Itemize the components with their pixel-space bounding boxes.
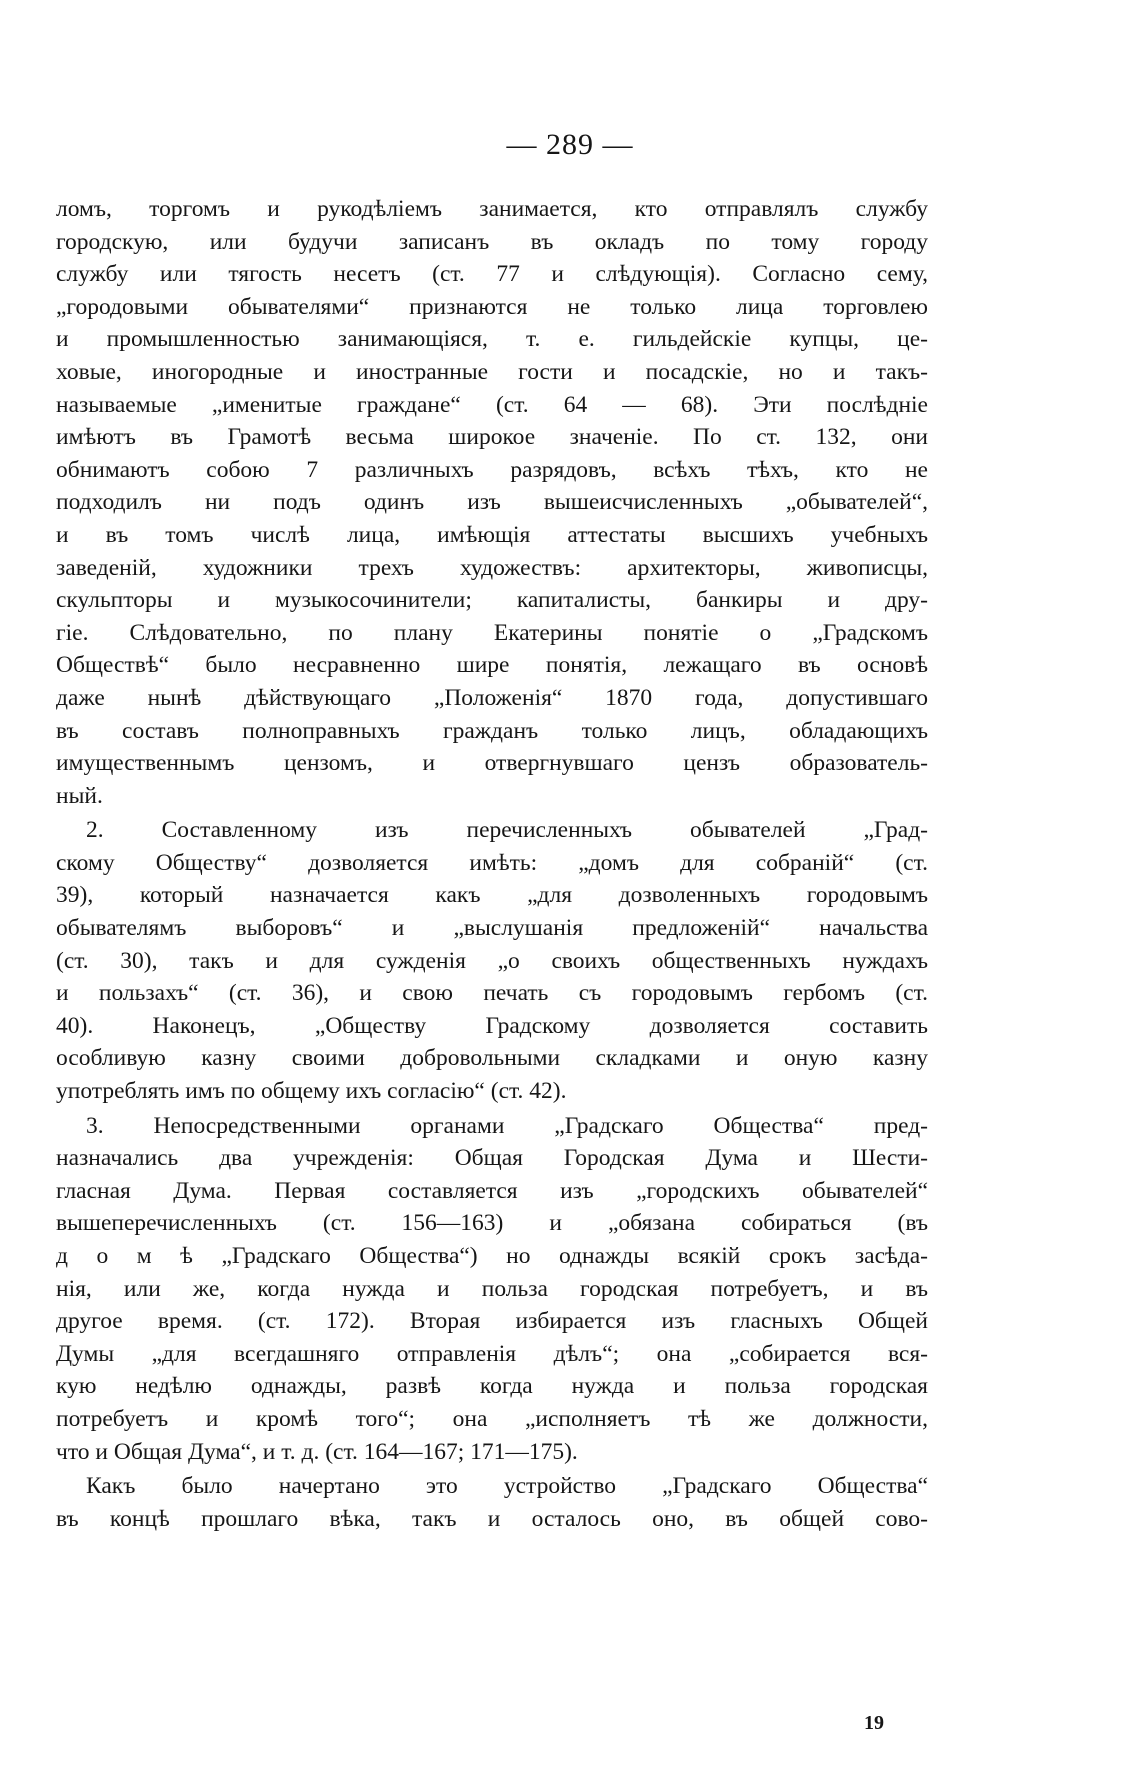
text-line: и въ томъ числѣ лица, имѣющія аттестаты высшихъ учебныхъ <box>56 521 928 548</box>
text-line: (ст. 30), такъ и для сужденія „о своихъ общественныхъ нуждахъ <box>56 947 928 974</box>
text-line: и пользахъ“ (ст. 36), и свою печать съ городовымъ гербомъ (ст. <box>56 980 928 1007</box>
text-line: имѣютъ въ Грамотѣ весьма широкое значеніе. По ст. 132, они <box>56 424 928 451</box>
text-line: употреблять имъ по общему ихъ согласію“ (ст. 42). <box>56 1078 567 1105</box>
text-line: потребуетъ и кромѣ того“; она „исполняетъ тѣ же должности, <box>56 1405 928 1432</box>
text-line: городскую, или будучи записанъ въ окладъ по тому городу <box>56 228 928 255</box>
text-line: 39), который назначается какъ „для дозволенныхъ городовымъ <box>56 882 928 909</box>
text-line: имущественнымъ цензомъ, и отвергнувшаго цензъ образователь- <box>56 750 928 777</box>
text-line: въ концѣ прошлаго вѣка, такъ и осталось оно, въ общей сово- <box>56 1505 928 1532</box>
text-line: „городовыми обывателями“ признаются не только лица торговлею <box>56 293 928 320</box>
body-text <box>56 193 928 1535</box>
text-line: заведеній, художники трехъ художествъ: архитекторы, живописцы, <box>56 554 928 581</box>
text-line: гласная Дума. Первая составляется изъ „городскихъ обывателей“ <box>56 1177 928 1204</box>
text-line: особливую казну своими добровольными складками и оную казну <box>56 1045 928 1072</box>
text-line: 3. Непосредственными органами „Градскаго Общества“ пред- <box>86 1112 928 1139</box>
text-line: д о м ѣ „Градскаго Общества“) но однажды всякій срокъ засѣда- <box>56 1243 928 1269</box>
text-line: скому Обществу“ дозволяется имѣть: „домъ для собраній“ (ст. <box>56 849 928 876</box>
text-line: Какъ было начертано это устройство „Градскаго Общества“ <box>86 1473 928 1500</box>
text-line: Обществѣ“ было несравненно шире понятія, лежащаго въ основѣ <box>56 652 928 679</box>
text-line: называемые „именитые граждане“ (ст. 64 — 68). Эти послѣдніе <box>56 391 928 418</box>
text-line: обывателямъ выборовъ“ и „выслушанія предложеній“ начальства <box>56 915 928 942</box>
text-line: гіе. Слѣдовательно, по плану Екатерины понятіе о „Градскомъ <box>56 619 928 646</box>
text-line: обнимаютъ собою 7 различныхъ разрядовъ, всѣхъ тѣхъ, кто не <box>56 456 928 483</box>
text-line: 40). Наконецъ, „Обществу Градскому дозволяется составить <box>56 1012 928 1039</box>
text-line: 2. Составленному изъ перечисленныхъ обывателей „Град- <box>86 817 928 844</box>
text-line: ломъ, торгомъ и рукодѣліемъ занимается, кто отправлялъ службу <box>56 196 928 222</box>
text-line: назначались два учрежденія: Общая Городская Дума и Шести- <box>56 1145 928 1172</box>
text-line: и промышленностью занимающіяся, т. е. гильдейскіе купцы, це- <box>56 326 928 353</box>
text-line: въ составъ полноправныхъ гражданъ только лицъ, обладающихъ <box>56 717 928 744</box>
text-line: скульпторы и музыкосочинители; капиталисты, банкиры и дру- <box>56 587 928 614</box>
page-number-header: — 289 — <box>506 128 634 161</box>
text-line: службу или тягость несетъ (ст. 77 и слѣдующія). Согласно сему, <box>56 261 928 288</box>
text-line: Думы „для всегдашняго отправленія дѣлъ“; она „собирается вся- <box>56 1340 928 1367</box>
text-line: что и Общая Дума“, и т. д. (ст. 164—167; 171—175). <box>56 1438 578 1465</box>
signature-mark: 19 <box>864 1712 884 1734</box>
text-line: нія, или же, когда нужда и польза городская потребуетъ, и въ <box>56 1275 928 1302</box>
text-line: ный. <box>56 782 103 809</box>
text-line: кую недѣлю однажды, развѣ когда нужда и польза городская <box>56 1373 928 1400</box>
text-line: другое время. (ст. 172). Вторая избирается изъ гласныхъ Общей <box>56 1308 928 1335</box>
text-line: вышеперечисленныхъ (ст. 156—163) и „обязана собираться (въ <box>56 1210 928 1237</box>
text-line: подходилъ ни подъ одинъ изъ вышеисчисленныхъ „обывателей“, <box>56 489 928 516</box>
text-line: даже нынѣ дѣйствующаго „Положенія“ 1870 года, допустившаго <box>56 684 928 711</box>
text-line: ховые, иногородные и иностранные гости и посадскіе, но и такъ- <box>56 358 928 385</box>
